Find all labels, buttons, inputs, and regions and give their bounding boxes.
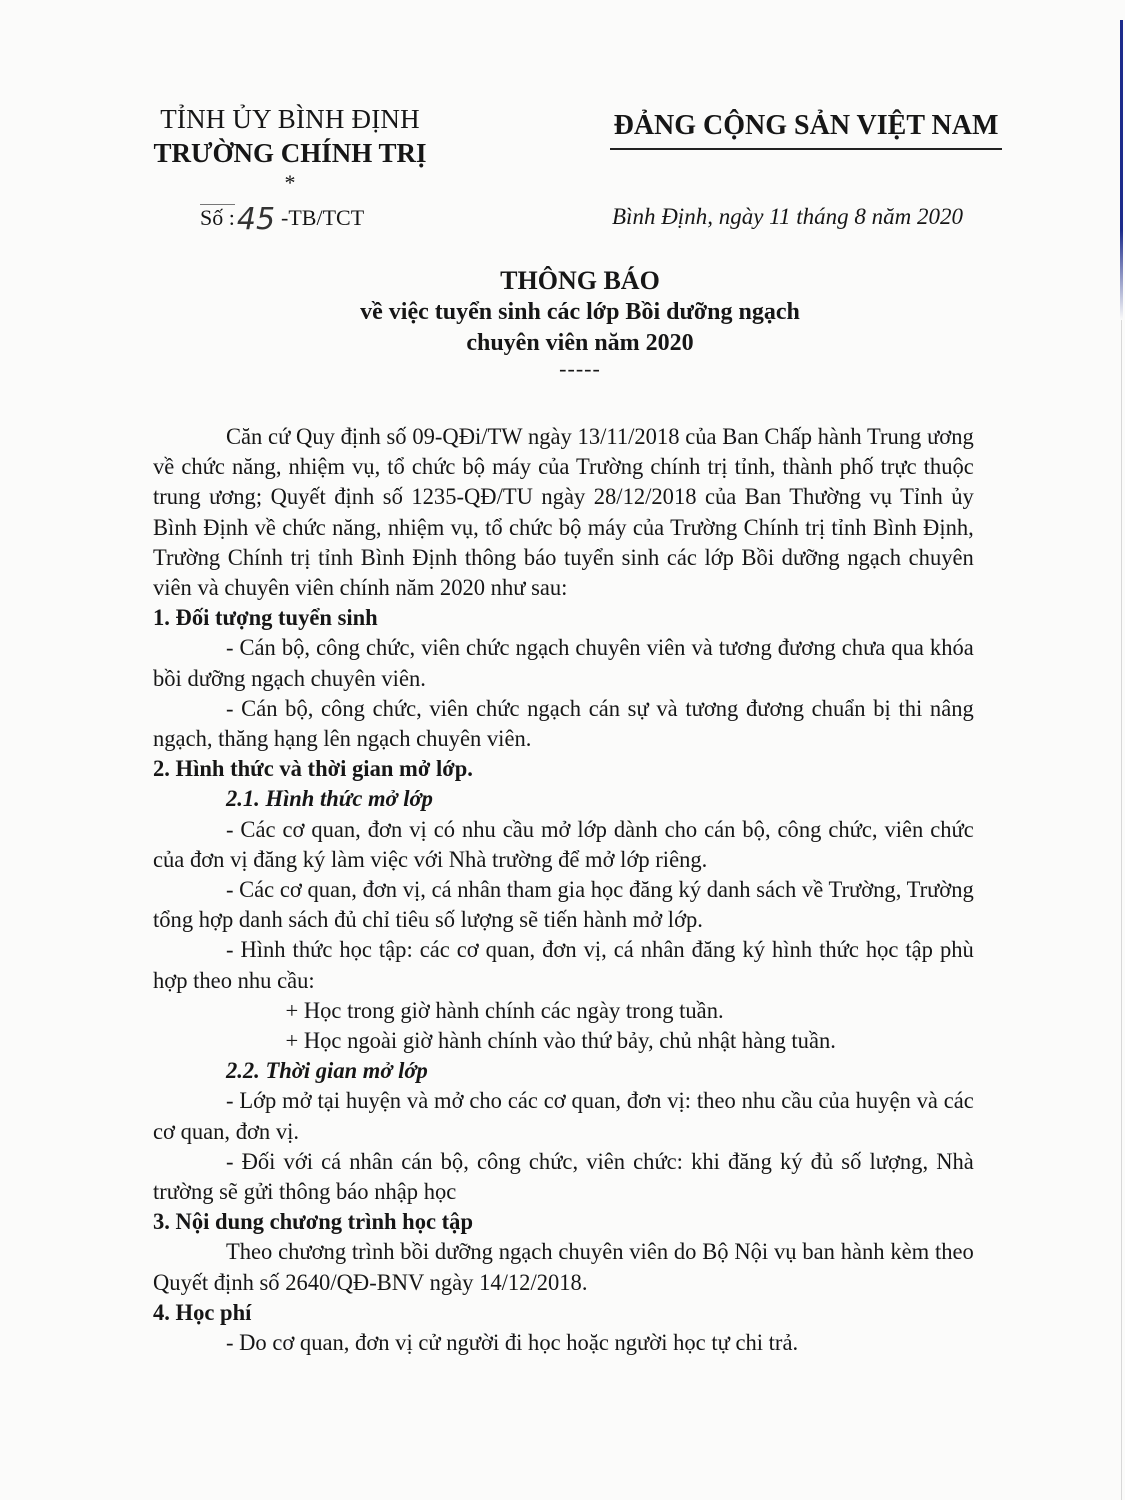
issuing-organization [140,102,440,194]
section-2-2-item: - Đối với cá nhân cán bộ, công chức, viên chức: khi đăng ký đủ số lượng, Nhà trường sẽ gửi thông báo nhập học [153,1148,974,1206]
motto-underline [610,148,1002,150]
document-body [153,422,974,1358]
title-subtitle-2: chuyên viên năm 2020 [466,330,694,356]
intro-paragraph: Căn cứ Quy định số 09-QĐi/TW ngày 13/11/2018 của Ban Chấp hành Trung ương về chức năng, nhiệm vụ, tổ chức bộ máy của Trường chính trị tỉnh, thành phố trực thuộc trung ương; Quyết định số 1235-QĐ/TU ngày 28/12/2018 của Ban Thường vụ Tỉnh ủy Bình Định về chức năng, nhiệm vụ, tổ chức bộ máy của Trường Chính trị tỉnh Bình Định, Trường Chính trị tỉnh Bình Định thông báo tuyển sinh các lớp Bồi dưỡng ngạch chuyên viên và chuyên viên chính năm 2020 như sau: [153,424,974,602]
section-2-1-item: - Hình thức học tập: các cơ quan, đơn vị, cá nhân đăng ký hình thức học tập phù hợp theo nhu cầu: [153,937,974,994]
section-2-1-item: - Các cơ quan, đơn vị có nhu cầu mở lớp dành cho cán bộ, công chức, viên chức của đơn vị đăng ký làm việc với Nhà trường để mở lớp riêng. [153,816,974,873]
document-title [230,264,930,379]
org-name: TRƯỜNG CHÍNH TRỊ [153,138,427,168]
section-2-1-heading: 2.1. Hình thức mở lớp [225,786,433,813]
section-3-heading: 3. Nội dung chương trình học tập [153,1209,474,1236]
section-3-item: Theo chương trình bồi dưỡng ngạch chuyên viên do Bộ Nội vụ ban hành kèm theo Quyết định số 2640/QĐ-BNV ngày 14/12/2018. [153,1239,974,1296]
org-parent: TỈNH ỦY BÌNH ĐỊNH [160,104,420,134]
doc-number-handwritten: 45 [236,202,276,237]
section-4-heading: 4. Học phí [153,1299,252,1326]
study-option: + Học ngoài giờ hành chính vào thứ bảy, chủ nhật hàng tuần. [285,1028,836,1055]
doc-number-prefix: Số : [200,205,235,230]
party-header [610,108,1002,150]
section-1-heading: 1. Đối tượng tuyển sinh [153,605,378,632]
scan-edge-gray [1121,320,1122,1500]
section-2-heading: 2. Hình thức và thời gian mở lớp. [153,756,473,783]
title-subtitle-1: về việc tuyển sinh các lớp Bồi dưỡng ngạch [360,299,800,325]
section-1-item: - Cán bộ, công chức, viên chức ngạch chuyên viên và tương đương chưa qua khóa bồi dưỡng ngạch chuyên viên. [153,635,974,692]
document-number [200,198,365,237]
party-motto: ĐẢNG CỘNG SẢN VIỆT NAM [613,110,999,141]
title-separator: ----- [559,356,601,381]
doc-number-suffix: -TB/TCT [281,205,365,230]
org-star: * [284,170,296,195]
scan-edge-blue [1120,20,1123,320]
section-1-item: - Cán bộ, công chức, viên chức ngạch cán sự và tương đương chuẩn bị thi nâng ngạch, thăng hạng lên ngạch chuyên viên. [153,695,974,753]
place-date: Bình Định, ngày 11 tháng 8 năm 2020 [612,204,963,229]
study-option: + Học trong giờ hành chính các ngày trong tuần. [285,997,724,1024]
section-2-2-item: - Lớp mở tại huyện và mở cho các cơ quan, đơn vị: theo nhu cầu của huyện và các cơ quan, đơn vị. [153,1088,974,1145]
section-2-2-heading: 2.2. Thời gian mở lớp [225,1058,428,1085]
section-4-item: - Do cơ quan, đơn vị cử người đi học hoặc người học tự chi trả. [225,1330,799,1357]
section-2-1-item: - Các cơ quan, đơn vị, cá nhân tham gia học đăng ký danh sách về Trường, Trường tổng hợp danh sách đủ chỉ tiêu số lượng sẽ tiến hành mở lớp. [153,877,974,934]
title-heading: THÔNG BÁO [500,266,660,295]
